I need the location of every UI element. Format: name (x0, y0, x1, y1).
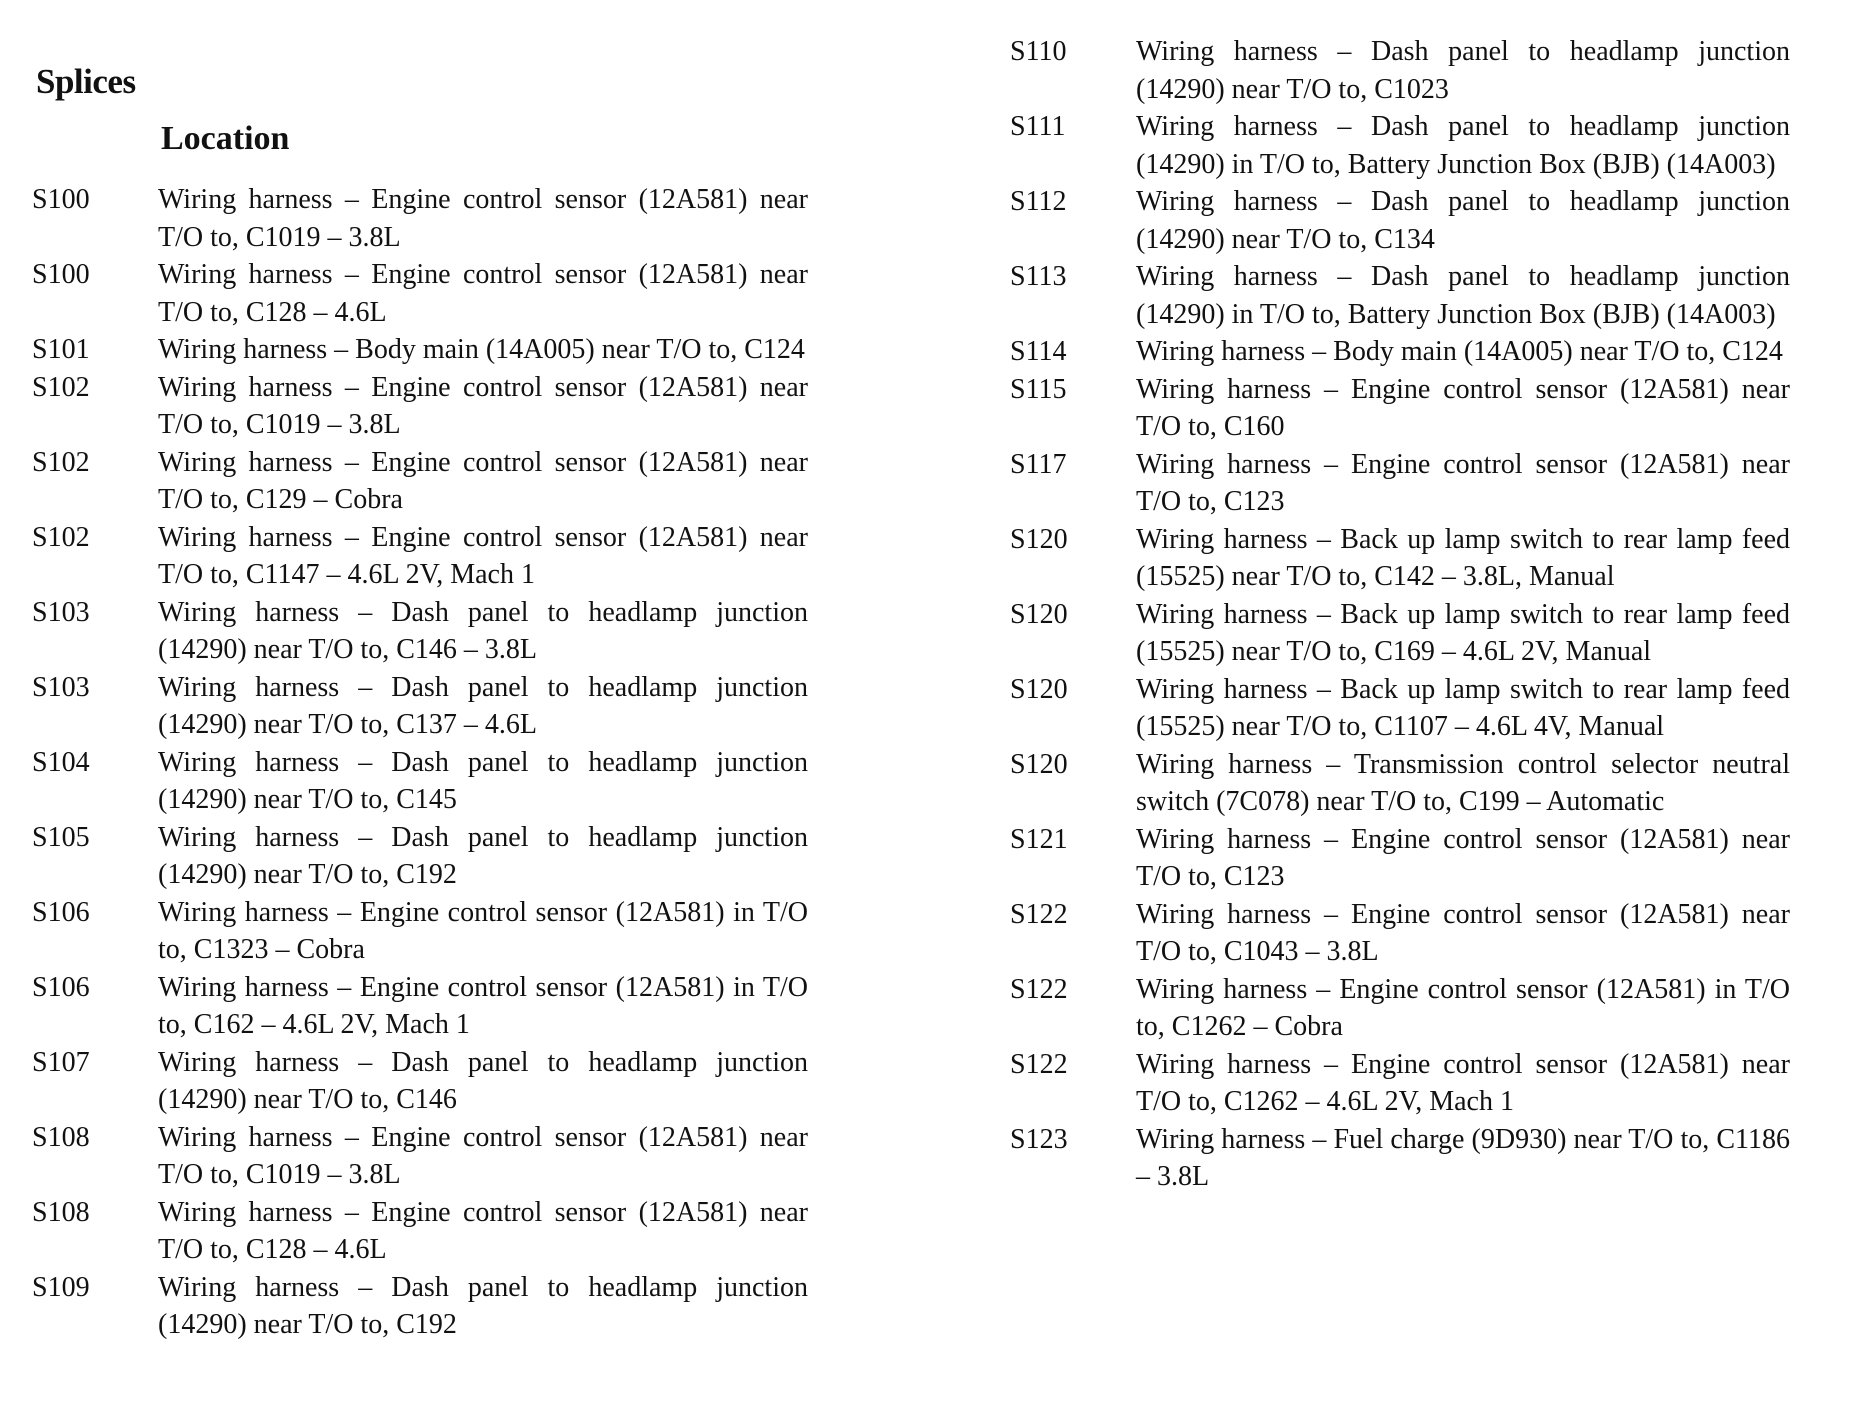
splice-code: S102 (32, 371, 90, 403)
splice-location: Wiring harness – Engine control sensor (12A581) near T/O to, C1262 – 4.6L 2V, Mach 1 (1136, 1048, 1790, 1117)
splice-location: Wiring harness – Dash panel to headlamp junction (14290) near T/O to, C1023 (1136, 36, 1790, 105)
splice-location: Wiring harness – Engine control sensor (12A581) near T/O to, C128 – 4.6L (158, 1196, 808, 1265)
splice-entry (1010, 33, 1790, 108)
splice-code: S122 (1010, 898, 1068, 930)
splice-entry (32, 181, 812, 256)
splice-entry (1010, 821, 1790, 896)
splice-entry (32, 1044, 812, 1119)
splice-location: Wiring harness – Dash panel to headlamp junction (14290) near T/O to, C134 (1136, 186, 1790, 255)
splice-entry (32, 369, 812, 444)
splice-location: Wiring harness – Transmission control selector neutral switch (7C078) near T/O to, C199 – Automatic (1136, 748, 1790, 817)
splice-location: Wiring harness – Body main (14A005) near T/O to, C124 (158, 334, 805, 365)
splice-entry (32, 669, 812, 744)
splice-code: S105 (32, 821, 90, 853)
splice-code: S111 (1010, 111, 1066, 142)
splice-code: S120 (1010, 523, 1068, 555)
splice-location: Wiring harness – Dash panel to headlamp junction (14290) near T/O to, C145 (158, 746, 808, 815)
splice-entry (32, 969, 812, 1044)
splice-list-right (1010, 33, 1790, 1196)
splice-code: S123 (1010, 1123, 1068, 1155)
splice-location: Wiring harness – Engine control sensor (12A581) near T/O to, C123 (1136, 823, 1790, 892)
splice-entry (1010, 333, 1790, 371)
splice-code: S115 (1010, 373, 1067, 405)
splice-location: Wiring harness – Dash panel to headlamp junction (14290) near T/O to, C146 – 3.8L (158, 596, 808, 665)
splice-entry (32, 256, 812, 331)
splice-code: S120 (1010, 748, 1068, 780)
splice-code: S102 (32, 521, 90, 553)
splice-location: Wiring harness – Engine control sensor (12A581) near T/O to, C1019 – 3.8L (158, 1121, 808, 1190)
splice-entry (1010, 671, 1790, 746)
splice-entry (32, 594, 812, 669)
splice-code: S108 (32, 1121, 90, 1153)
splice-location: Wiring harness – Dash panel to headlamp junction (14290) in T/O to, Battery Junction Box (BJB) (14A003) (1136, 111, 1790, 180)
splice-location: Wiring harness – Engine control sensor (12A581) in T/O to, C1323 – Cobra (158, 896, 808, 965)
splice-entry (1010, 971, 1790, 1046)
splice-location: Wiring harness – Engine control sensor (12A581) near T/O to, C1019 – 3.8L (158, 184, 808, 253)
splice-location: Wiring harness – Engine control sensor (12A581) near T/O to, C1147 – 4.6L 2V, Mach 1 (158, 521, 808, 590)
splice-location: Wiring harness – Engine control sensor (12A581) near T/O to, C160 (1136, 373, 1790, 442)
splice-code: S120 (1010, 598, 1068, 630)
splice-entry (32, 744, 812, 819)
splice-list-left (32, 181, 812, 1344)
splice-location: Wiring harness – Fuel charge (9D930) near T/O to, C1186 – 3.8L (1136, 1123, 1790, 1192)
splice-location: Wiring harness – Engine control sensor (12A581) in T/O to, C162 – 4.6L 2V, Mach 1 (158, 971, 808, 1040)
splice-code: S107 (32, 1046, 90, 1078)
splice-entry (1010, 258, 1790, 333)
splice-location: Wiring harness – Engine control sensor (12A581) near T/O to, C129 – Cobra (158, 446, 808, 515)
splice-location: Wiring harness – Body main (14A005) near T/O to, C124 (1136, 336, 1783, 367)
splice-entry (32, 819, 812, 894)
splice-entry (32, 1269, 812, 1344)
splice-code: S114 (1010, 336, 1067, 367)
splice-code: S112 (1010, 186, 1067, 217)
splice-location: Wiring harness – Back up lamp switch to rear lamp feed (15525) near T/O to, C169 – 4.6L 2V, Manual (1136, 598, 1790, 667)
splice-entry (1010, 108, 1790, 183)
splice-code: S109 (32, 1271, 90, 1303)
page-title: Splices (36, 62, 136, 101)
splice-code: S117 (1010, 448, 1067, 480)
splice-entry (1010, 596, 1790, 671)
splice-entry (32, 1119, 812, 1194)
splice-code: S101 (32, 334, 90, 365)
splice-code: S103 (32, 596, 90, 628)
splice-code: S106 (32, 896, 90, 928)
splice-location: Wiring harness – Dash panel to headlamp junction (14290) near T/O to, C137 – 4.6L (158, 671, 808, 740)
splice-location: Wiring harness – Dash panel to headlamp junction (14290) near T/O to, C192 (158, 1271, 808, 1340)
splice-location: Wiring harness – Engine control sensor (12A581) near T/O to, C128 – 4.6L (158, 259, 808, 328)
splice-code: S122 (1010, 1048, 1068, 1080)
splice-code: S108 (32, 1196, 90, 1228)
splice-location: Wiring harness – Engine control sensor (12A581) near T/O to, C1019 – 3.8L (158, 371, 808, 440)
splice-code: S113 (1010, 261, 1067, 292)
splice-location: Wiring harness – Dash panel to headlamp junction (14290) near T/O to, C192 (158, 821, 808, 890)
splice-location: Wiring harness – Engine control sensor (12A581) in T/O to, C1262 – Cobra (1136, 973, 1790, 1042)
splice-entry (1010, 183, 1790, 258)
splice-code: S110 (1010, 36, 1067, 67)
splice-entry (1010, 896, 1790, 971)
splice-code: S104 (32, 746, 90, 778)
splice-entry (32, 519, 812, 594)
splice-code: S122 (1010, 973, 1068, 1005)
splice-location: Wiring harness – Engine control sensor (12A581) near T/O to, C123 (1136, 448, 1790, 517)
splice-location: Wiring harness – Back up lamp switch to rear lamp feed (15525) near T/O to, C142 – 3.8L, Manual (1136, 523, 1790, 592)
splice-location: Wiring harness – Engine control sensor (12A581) near T/O to, C1043 – 3.8L (1136, 898, 1790, 967)
splice-entry (1010, 1046, 1790, 1121)
splice-entry (1010, 371, 1790, 446)
splice-entry (32, 444, 812, 519)
splice-code: S106 (32, 971, 90, 1003)
splice-entry (1010, 1121, 1790, 1196)
splice-entry (1010, 521, 1790, 596)
splice-entry (32, 1194, 812, 1269)
splice-entry (32, 894, 812, 969)
splice-entry (1010, 746, 1790, 821)
splice-location: Wiring harness – Back up lamp switch to rear lamp feed (15525) near T/O to, C1107 – 4.6L 4V, Manual (1136, 673, 1790, 742)
splice-code: S102 (32, 446, 90, 478)
splice-location: Wiring harness – Dash panel to headlamp junction (14290) near T/O to, C146 (158, 1046, 808, 1115)
splice-code: S120 (1010, 673, 1068, 705)
column-heading-location: Location (161, 120, 290, 157)
splice-location: Wiring harness – Dash panel to headlamp junction (14290) in T/O to, Battery Junction Box (BJB) (14A003) (1136, 261, 1790, 330)
splice-code: S121 (1010, 823, 1068, 855)
splice-entry (1010, 446, 1790, 521)
splice-code: S100 (32, 259, 90, 290)
splice-code: S103 (32, 671, 90, 703)
splice-code: S100 (32, 184, 90, 215)
splice-entry (32, 331, 812, 369)
